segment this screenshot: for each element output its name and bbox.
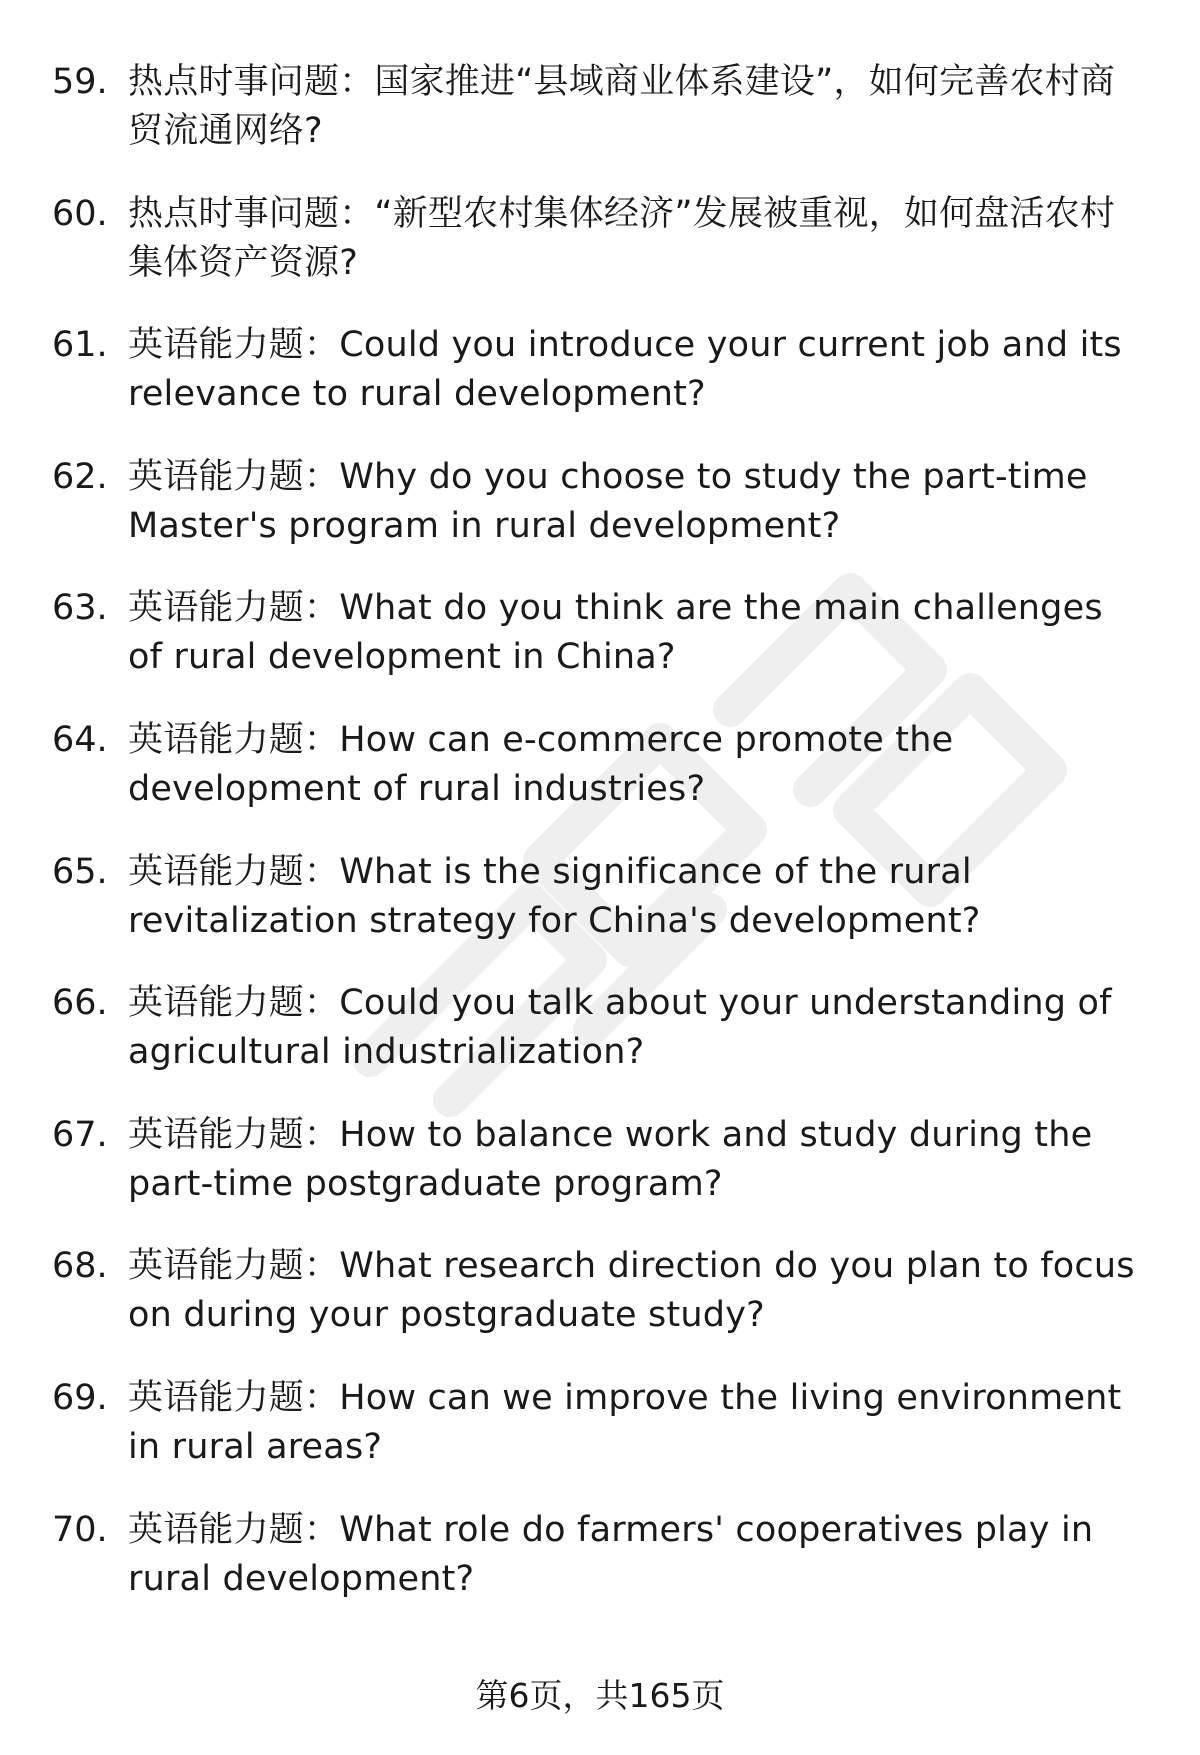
question-number: 59. — [52, 62, 108, 102]
page-number-label: 第6页，共165页 — [475, 1676, 725, 1715]
question-text: 英语能力题：What do you think are the main challenges of rural development in China? — [128, 588, 1103, 678]
question-number: 67. — [52, 1114, 108, 1155]
question-text: 热点时事问题：国家推进“县域商业体系建设”，如何完善农村商贸流通网络? — [128, 62, 1116, 151]
question-text: 热点时事问题：“新型农村集体经济”发展被重视，如何盘活农村集体资产资源? — [128, 193, 1116, 283]
question-text: 英语能力题：Why do you choose to study the part-time Master's program in rural development? — [128, 456, 1088, 546]
list-item — [0, 848, 1200, 980]
question-number: 70. — [52, 1509, 108, 1550]
question-number: 63. — [52, 588, 108, 629]
list-item — [0, 321, 1200, 453]
list-item — [0, 1506, 1200, 1638]
question-number: 66. — [52, 983, 108, 1024]
list-item — [0, 584, 1200, 716]
question-list — [0, 58, 1200, 1637]
question-text: 英语能力题：What is the significance of the rural revitalization strategy for China's development? — [128, 851, 981, 941]
list-item — [0, 716, 1200, 848]
question-number: 68. — [52, 1246, 108, 1287]
question-text: 英语能力题：How can we improve the living environment in rural areas? — [128, 1377, 1122, 1467]
list-item — [0, 453, 1200, 585]
list-item — [0, 979, 1200, 1111]
question-number: 69. — [52, 1377, 108, 1418]
question-number: 61. — [52, 325, 108, 366]
page-footer — [0, 1674, 1200, 1718]
list-item — [0, 1111, 1200, 1243]
list-item — [0, 1374, 1200, 1506]
list-item — [0, 190, 1200, 322]
question-text: 英语能力题：Could you talk about your understanding of agricultural industrialization? — [128, 983, 1112, 1073]
question-number: 65. — [52, 851, 108, 892]
question-number: 64. — [52, 719, 108, 760]
question-text: 英语能力题：What research direction do you plan to focus on during your postgraduate study? — [128, 1246, 1135, 1336]
question-text: 英语能力题：What role do farmers' cooperatives play in rural development? — [128, 1509, 1094, 1599]
list-item — [0, 1242, 1200, 1374]
question-number: 62. — [52, 456, 108, 497]
question-number: 60. — [52, 193, 108, 234]
question-text: 英语能力题：How can e-commerce promote the development of rural industries? — [128, 719, 954, 809]
question-text: 英语能力题：Could you introduce your current job and its relevance to rural development? — [128, 325, 1122, 415]
question-text: 英语能力题：How to balance work and study during the part-time postgraduate program? — [128, 1114, 1093, 1204]
list-item — [0, 58, 1200, 190]
